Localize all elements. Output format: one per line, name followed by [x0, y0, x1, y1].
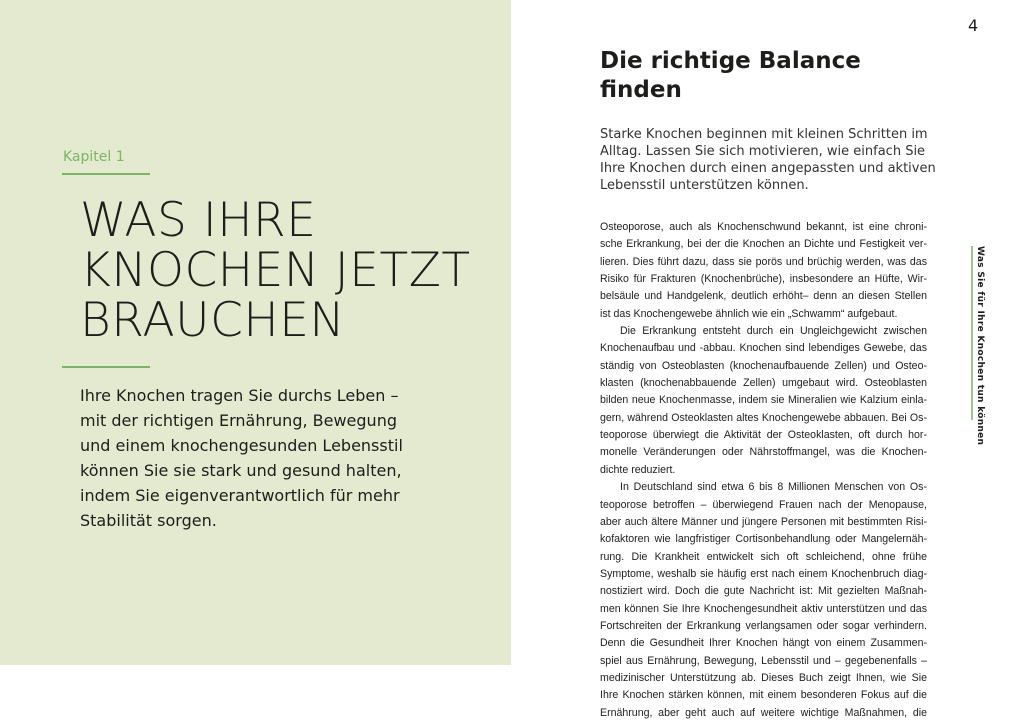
body-line: sche Erkrankung, bei der die Knochen an Dichte und Festigkeit ver-: [600, 238, 927, 251]
body-line: ist das Knochengewebe ähnlich wie ein „Schwamm“ aufgebaut.: [600, 307, 898, 320]
body-line: Ihre Knochen stärken können, mit einem besonderen Fokus auf die: [600, 689, 927, 702]
body-line: In Deutschland sind etwa 6 bis 8 Millionen Menschen von Os-: [620, 481, 927, 494]
body-line: lieren. Dies führt dazu, dass sie porös und brüchig werden, was das: [600, 255, 927, 268]
chapter-divider: [62, 173, 150, 175]
body-line: medizinischer Unterstützung ab. Dieses Buch zeigt Ihnen, wie Sie: [600, 671, 927, 684]
body-line: belsäule und Handgelenk, deutlich erhöht– denn an diesen Stellen: [600, 290, 927, 303]
chapter-label: Kapitel 1: [63, 149, 125, 165]
chapter-title-line: BRAUCHEN: [80, 293, 346, 348]
body-text: [600, 219, 927, 722]
chapter-subtitle: [80, 383, 403, 533]
body-line: Die Erkrankung entsteht durch ein Ungleichgewicht zwischen: [620, 325, 927, 338]
intro-line: Starke Knochen beginnen mit kleinen Schritten im: [600, 127, 928, 142]
chapter-title: [80, 193, 471, 348]
body-line: bilden neue Knochenmasse, indem sie Mineralien wie Kalzium einla-: [600, 394, 927, 407]
running-header-label: Was Sie für Ihre Knochen tun können: [975, 246, 985, 446]
left-page: [0, 0, 511, 665]
body-line: Knochenaufbau und -abbau. Knochen sind lebendiges Gewebe, das: [600, 342, 927, 355]
body-line: dichte reduziert.: [600, 463, 676, 476]
subtitle-line: mit der richtigen Ernährung, Bewegung: [80, 411, 397, 430]
subtitle-line: indem Sie eigenverantwortlich für mehr: [80, 486, 400, 505]
subtitle-line: Ihre Knochen tragen Sie durchs Leben –: [80, 386, 399, 405]
subtitle-line: und einem knochengesunden Lebensstil: [80, 436, 403, 455]
body-line: Symptome, weshalb sie häufig erst nach einem Knochenbruch diag-: [600, 567, 927, 580]
chapter-title-line: KNOCHEN JETZT: [80, 243, 471, 298]
body-line: ständig von Osteoblasten (knochenaufbauende Zellen) und Osteo-: [600, 359, 927, 372]
intro-line: Ihre Knochen durch einen angepassten und aktiven: [600, 161, 936, 176]
body-line: men können Sie Ihre Knochengesundheit aktiv unterstützen und das: [600, 602, 927, 615]
body-line: kofaktoren wie langfristiger Cortisonbehandlung oder Mangelernäh-: [600, 533, 927, 546]
subtitle-line: Stabilität sorgen.: [80, 511, 217, 530]
body-line: rung. Die Krankheit entwickelt sich oft schleichend, ohne frühe: [600, 550, 927, 563]
heading-line: Die richtige Balance: [600, 48, 861, 74]
running-header: [971, 246, 985, 446]
intro-line: Lebensstil unterstützen können.: [600, 178, 809, 193]
page-number: 4: [968, 16, 979, 35]
body-line: monelle Veränderungen oder Nährstoffmangel, was die Knochen-: [600, 446, 927, 459]
body-line: spiel aus Ernährung, Bewegung, Lebensstil und – gegebenenfalls –: [600, 654, 927, 667]
body-line: teoporose überwiegt die Aktivität der Osteoklasten, oft durch hor-: [600, 429, 927, 442]
body-line: gern, während Osteoklasten altes Knochengewebe abbauen. Bei Os-: [600, 411, 927, 424]
body-line: teoporose betroffen – überwiegend Frauen nach der Menopause,: [600, 498, 927, 511]
body-line: Ernährung, aber geht auch auf weitere wichtige Maßnahmen, die: [600, 706, 927, 719]
body-line: nostiziert wird. Doch die gute Nachricht ist: Mit gezielten Maßnah-: [600, 585, 927, 598]
subtitle-line: können Sie sie stark und gesund halten,: [80, 461, 402, 480]
heading-line: finden: [600, 77, 682, 103]
body-line: Fortschreiten der Erkrankung verlangsamen oder sogar verhindern.: [600, 619, 927, 632]
title-divider: [62, 366, 150, 368]
body-line: klasten (knochenabbauende Zellen) umgebaut wird. Osteoblasten: [600, 377, 927, 390]
intro-paragraph: [600, 126, 936, 194]
intro-line: Alltag. Lassen Sie sich motivieren, wie einfach Sie: [600, 144, 926, 159]
body-line: Denn die Gesundheit Ihrer Knochen hängt von einem Zusammen-: [600, 637, 927, 650]
body-line: aber auch ältere Männer und jüngere Personen mit bestimmten Risi-: [600, 515, 927, 528]
body-line: Osteoporose, auch als Knochenschwund bekannt, ist eine chroni-: [600, 221, 927, 233]
body-line: Risiko für Frakturen (Knochenbrüche), insbesondere an Hüfte, Wir-: [600, 273, 927, 286]
chapter-title-line: WAS IHRE: [80, 193, 317, 248]
section-heading: [600, 47, 861, 105]
